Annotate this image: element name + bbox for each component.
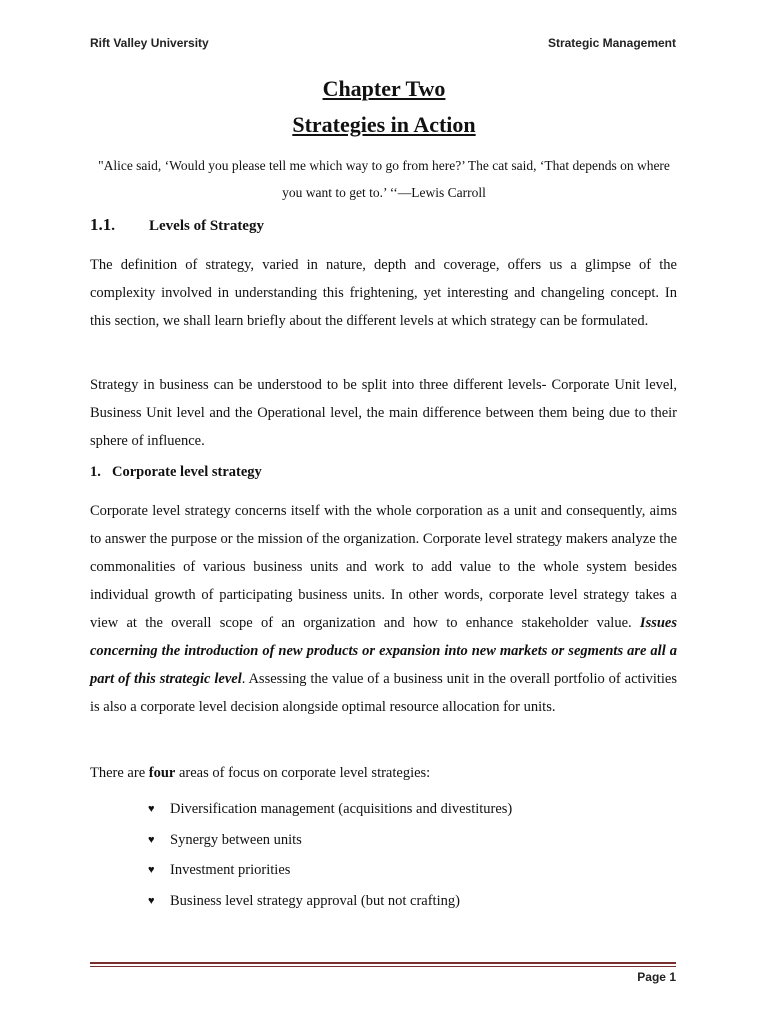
list-item-text: Business level strategy approval (but not crafting) [170,892,460,909]
paragraph-definition: The definition of strategy, varied in nature, depth and coverage, offers us a glimpse of the complexity involved in understanding this frightening, yet interesting and changeling concept. In this section, we shall learn briefly about the different levels at which strategy can be formulated. [90,257,677,329]
heart-bullet-icon: ♥ [148,864,155,877]
subheading-title: Corporate level strategy [112,464,262,480]
list-item-text: Investment priorities [170,862,291,879]
heart-bullet-icon: ♥ [148,803,155,816]
list-item-text: Diversification management (acquisitions and divestitures) [170,801,513,818]
header-course: Strategic Management [547,36,676,50]
section-number: 1.1 [90,215,112,234]
paragraph-focus-bold: four [148,765,176,781]
heart-bullet-icon: ♥ [148,894,155,907]
paragraph-corporate-emphasis: Issues concerning the introduction of new products or expansion into new markets or segments are all a part of this strategic level [90,615,677,687]
subheading-number: 1. [90,464,101,480]
list-item-text: Synergy between units [170,831,302,848]
paragraph-levels: Strategy in business can be understood to be split into three different levels- Corporate Unit level, Business Unit level and the Operational level, the main difference between them being due to their sphere of influence. [90,377,677,449]
paragraph-focus-start: There are [90,765,149,781]
list-item [148,886,678,917]
paragraph-focus-end: areas of focus on corporate level strategies: [175,765,431,781]
section-dot: . [111,218,115,234]
page-number: Page 1 [637,970,676,984]
footer-rule-thick [90,962,676,964]
paragraph-focus-areas [90,759,677,787]
list-item [148,794,678,825]
page-header [90,36,676,50]
header-university: Rift Valley University [90,36,209,50]
chapter-title: Chapter Two [322,76,446,101]
chapter-subtitle: Strategies in Action [292,112,476,137]
subheading-corporate [90,464,262,481]
list-item [148,855,678,886]
section-heading [90,215,264,235]
section-title: Levels of Strategy [149,218,264,234]
heart-bullet-icon: ♥ [148,833,155,846]
paragraph-corporate [90,497,677,721]
epigraph-quote: "Alice said, ‘Would you please tell me which way to go from here?’ The cat said, ‘That depends on where you want to get to.’ ‘‘—Lewis Carroll [98,158,670,200]
paragraph-corporate-start: Corporate level strategy concerns itself with the whole corporation as a unit and consequently, aims to answer the purpose or the mission of the organization. Corporate level strategy makers analyze the commonalities of various business units and work to add value to the whole system besides individual growth of participating business units. In other words, corporate level strategy takes a view at the overall scope of an organization and how to enhance stakeholder value. [90,503,677,631]
paragraph-corporate-end: . Assessing the value of a business unit in the overall portfolio of activities is also a corporate level decision alongside optimal resource allocation for units. [90,671,678,715]
footer-rule-thin [90,966,676,967]
list-item [148,825,678,856]
focus-areas-list [148,794,678,916]
